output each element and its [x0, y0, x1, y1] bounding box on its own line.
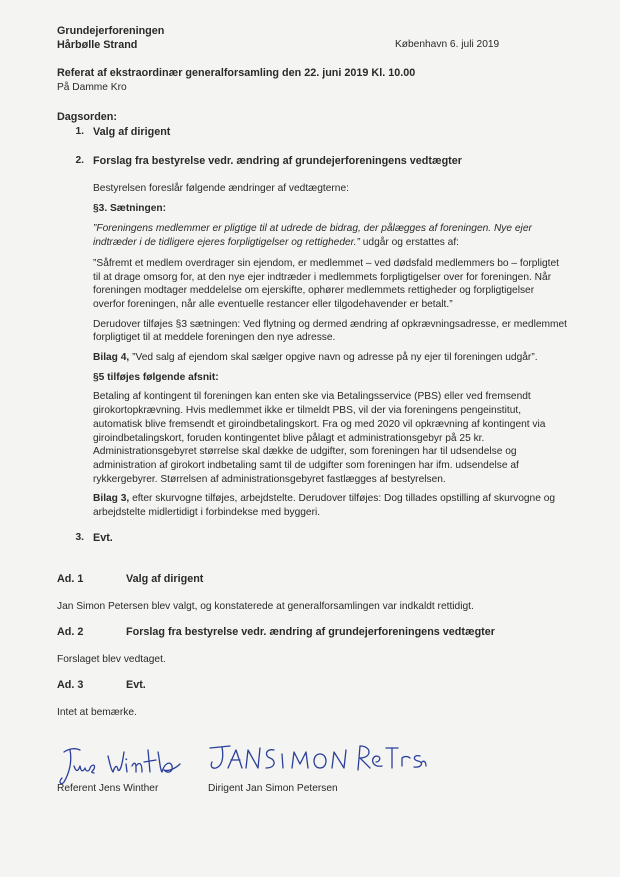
agenda-item-3: Evt. [93, 532, 113, 544]
section-5-heading: §5 tilføjes følgende afsnit: [93, 371, 219, 383]
dirigent-signature [208, 740, 428, 780]
section-3-original [93, 222, 568, 249]
section-3-quote: ”Foreningens medlemmer er pligtige til at udrede de bidrag, der pålægges af foreningen. Nye ejer indtræder i de tidligere ejeres forpligtigelser og rettigheder.” [93, 223, 532, 249]
agenda-item-2-number: 2. [75, 155, 84, 166]
org-location: Hårbølle Strand [57, 39, 138, 51]
proposal-block [93, 182, 568, 520]
ad-3-number: Ad. 3 [57, 679, 84, 691]
bilag-3-label: Bilag 3, [93, 493, 130, 505]
section-3-quote-suffix: udgår og erstattes af: [359, 237, 460, 249]
ad-3-title: Evt. [126, 679, 146, 691]
venue: På Damme Kro [57, 82, 127, 93]
bilag-4 [93, 351, 568, 365]
agenda-item-1-number: 1. [75, 126, 84, 137]
ad-1-title: Valg af dirigent [126, 573, 204, 585]
referent-caption: Referent Jens Winther [57, 783, 159, 794]
ad-2-number: Ad. 2 [57, 626, 84, 638]
section-3-heading: §3. Sætningen: [93, 202, 167, 214]
letterhead [57, 24, 164, 52]
bilag-3 [93, 492, 568, 519]
bilag-4-text: ”Ved salg af ejendom skal sælger opgive navn og adresse på ny ejer til foreningen udgår”. [129, 352, 538, 364]
bilag-4-label: Bilag 4, [93, 352, 130, 364]
ad-2-title: Forslag fra bestyrelse vedr. ændring af grundejerforeningens vedtægter [126, 626, 495, 638]
proposal-intro: Bestyrelsen foreslår følgende ændringer af vedtægterne: [93, 183, 349, 194]
agenda-item-3-number: 3. [75, 532, 84, 543]
section-5-text: Betaling af kontingent til foreningen kan enten ske via Betalingsservice (PBS) eller ved fremsendt girokortopkrævning. Hvis medlemmet ikke er tilmeldt PBS, vil der via foreningens pengeinstitut, automatisk blive fremsendt et giroindbetalingskort. Fra og med 2020 vil opkrævning af kontingent via giroindbetalingskort, foruden kontingentet blive pålagt et administrationsgebyr på 25 kr. Administrationsgebyret størrelse skal dække de udgifter, som foreningen har til udsendelse og administration af girokort indbetaling samt til de udgifter som foreningen har ifm. udsendelse af rykkergebyrer. Størrelsen af administrationsgebyret fastlægges af bestyrelsen. [93, 391, 546, 485]
agenda-item-1: Valg af dirigent [93, 126, 171, 138]
agenda-heading: Dagsorden: [57, 111, 117, 123]
ad-1-text: Jan Simon Petersen blev valgt, og konstaterede at generalforsamlingen var indkaldt rettidigt. [57, 601, 474, 612]
bilag-3-text: efter skurvogne tilføjes, arbejdstelte. Derudover tilføjes: Dog tillades opstilling af skurvogne og arbejdstelte midlertidigt i forbindekse med byggeri. [93, 493, 556, 519]
section-3-replacement: ”Såfremt et medlem overdrager sin ejendom, er medlemmet – ved dødsfald medlemmers bo – forpligtet til at drage omsorg for, at den nye ejer indtræder i medlemmets forpligtigelser over for foreningen. Når foreningen modtager meddelelse om ejerskifte, ophører medlemmets rettigheder og forpligtigelser overfor foreningen, når alle eventuelle restancer eller tilgodehavender er betalt.” [93, 257, 559, 310]
section-3-addition: Derudover tilføjes §3 sætningen: Ved flytning og dermed ændring af opkrævningsadresse, er medlemmet forpligtiget til at meddele foreningen den nye adresse. [93, 318, 567, 344]
ad-2-text: Forslaget blev vedtaget. [57, 654, 166, 665]
agenda-item-2: Forslag fra bestyrelse vedr. ændring af grundejerforeningens vedtægter [93, 155, 462, 167]
ad-3-text: Intet at bemærke. [57, 707, 137, 718]
dirigent-caption: Dirigent Jan Simon Petersen [208, 783, 338, 794]
place-date: København 6. juli 2019 [395, 39, 500, 50]
document-title: Referat af ekstraordinær generalforsamling den 22. juni 2019 Kl. 10.00 [57, 67, 416, 79]
ad-1-number: Ad. 1 [57, 573, 84, 585]
org-name: Grundejerforeningen [57, 25, 165, 37]
